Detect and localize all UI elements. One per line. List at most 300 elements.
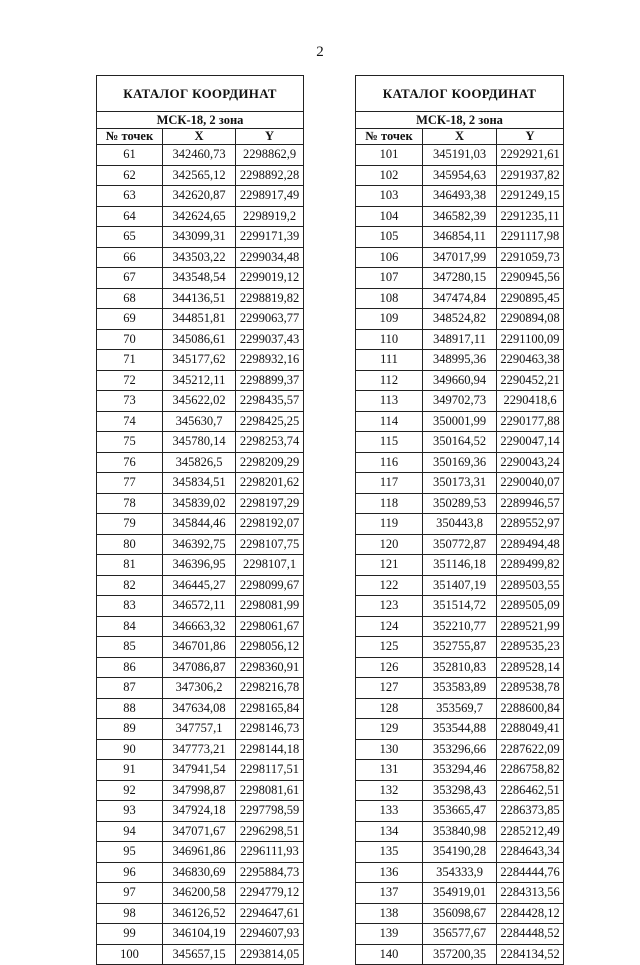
y-coordinate-cell: 2288600,84 bbox=[497, 698, 564, 719]
x-coordinate-cell: 356577,67 bbox=[423, 924, 497, 945]
x-coordinate-cell: 345834,51 bbox=[163, 473, 236, 494]
table-row bbox=[97, 391, 304, 412]
x-coordinate-cell: 346663,32 bbox=[163, 616, 236, 637]
coordinate-system-zone: МСК-18, 2 зона bbox=[356, 112, 564, 129]
table-row bbox=[97, 555, 304, 576]
x-coordinate-cell: 346396,95 bbox=[163, 555, 236, 576]
table-row bbox=[356, 555, 564, 576]
point-number-cell: 122 bbox=[356, 575, 423, 596]
x-coordinate-cell: 342460,73 bbox=[163, 145, 236, 166]
table-row bbox=[356, 780, 564, 801]
table-row bbox=[97, 534, 304, 555]
x-coordinate-cell: 346445,27 bbox=[163, 575, 236, 596]
y-coordinate-cell: 2292921,61 bbox=[497, 145, 564, 166]
table-row bbox=[356, 596, 564, 617]
table-row bbox=[97, 432, 304, 453]
point-number-cell: 138 bbox=[356, 903, 423, 924]
x-coordinate-cell: 351407,19 bbox=[423, 575, 497, 596]
point-number-cell: 133 bbox=[356, 801, 423, 822]
coordinate-catalog-table-right bbox=[355, 75, 564, 965]
x-coordinate-cell: 347280,15 bbox=[423, 268, 497, 289]
x-coordinate-cell: 350169,36 bbox=[423, 452, 497, 473]
x-coordinate-cell: 345622,02 bbox=[163, 391, 236, 412]
table-row bbox=[97, 452, 304, 473]
point-number-cell: 86 bbox=[97, 657, 163, 678]
x-coordinate-cell: 347941,54 bbox=[163, 760, 236, 781]
table-row bbox=[97, 760, 304, 781]
y-coordinate-cell: 2291100,09 bbox=[497, 329, 564, 350]
x-coordinate-cell: 357200,35 bbox=[423, 944, 497, 965]
table-row bbox=[356, 637, 564, 658]
x-coordinate-cell: 343548,54 bbox=[163, 268, 236, 289]
y-coordinate-cell: 2298081,99 bbox=[236, 596, 304, 617]
point-number-cell: 99 bbox=[97, 924, 163, 945]
table-row bbox=[97, 493, 304, 514]
y-coordinate-cell: 2298061,67 bbox=[236, 616, 304, 637]
y-coordinate-cell: 2289494,48 bbox=[497, 534, 564, 555]
point-number-cell: 77 bbox=[97, 473, 163, 494]
table-row bbox=[97, 350, 304, 371]
table-row bbox=[97, 309, 304, 330]
point-number-cell: 84 bbox=[97, 616, 163, 637]
x-coordinate-cell: 351146,18 bbox=[423, 555, 497, 576]
table-row bbox=[356, 247, 564, 268]
coordinate-catalog-table-left bbox=[96, 75, 304, 965]
point-number-cell: 63 bbox=[97, 186, 163, 207]
table-row bbox=[356, 534, 564, 555]
y-coordinate-cell: 2298216,78 bbox=[236, 678, 304, 699]
x-coordinate-cell: 347998,87 bbox=[163, 780, 236, 801]
column-header-y: Y bbox=[236, 129, 304, 145]
y-coordinate-cell: 2298253,74 bbox=[236, 432, 304, 453]
y-coordinate-cell: 2290043,24 bbox=[497, 452, 564, 473]
table-row bbox=[356, 616, 564, 637]
x-coordinate-cell: 346830,69 bbox=[163, 862, 236, 883]
table-row bbox=[97, 186, 304, 207]
point-number-cell: 82 bbox=[97, 575, 163, 596]
x-coordinate-cell: 346572,11 bbox=[163, 596, 236, 617]
y-coordinate-cell: 2291249,15 bbox=[497, 186, 564, 207]
column-header-y: Y bbox=[497, 129, 564, 145]
y-coordinate-cell: 2290945,56 bbox=[497, 268, 564, 289]
point-number-cell: 64 bbox=[97, 206, 163, 227]
x-coordinate-cell: 348524,82 bbox=[423, 309, 497, 330]
y-coordinate-cell: 2288049,41 bbox=[497, 719, 564, 740]
point-number-cell: 118 bbox=[356, 493, 423, 514]
table-row bbox=[97, 145, 304, 166]
y-coordinate-cell: 2291937,82 bbox=[497, 165, 564, 186]
table-row bbox=[97, 247, 304, 268]
table-row bbox=[97, 637, 304, 658]
x-coordinate-cell: 354190,28 bbox=[423, 842, 497, 863]
point-number-cell: 67 bbox=[97, 268, 163, 289]
table-row bbox=[356, 514, 564, 535]
y-coordinate-cell: 2289521,99 bbox=[497, 616, 564, 637]
point-number-cell: 69 bbox=[97, 309, 163, 330]
y-coordinate-cell: 2298107,1 bbox=[236, 555, 304, 576]
table-row bbox=[97, 268, 304, 289]
y-coordinate-cell: 2284448,52 bbox=[497, 924, 564, 945]
table-row bbox=[356, 657, 564, 678]
column-header-x: X bbox=[163, 129, 236, 145]
point-number-cell: 102 bbox=[356, 165, 423, 186]
point-number-cell: 65 bbox=[97, 227, 163, 248]
table-row bbox=[97, 657, 304, 678]
point-number-cell: 78 bbox=[97, 493, 163, 514]
y-coordinate-cell: 2290895,45 bbox=[497, 288, 564, 309]
x-coordinate-cell: 352755,87 bbox=[423, 637, 497, 658]
y-coordinate-cell: 2295884,73 bbox=[236, 862, 304, 883]
y-coordinate-cell: 2291235,11 bbox=[497, 206, 564, 227]
y-coordinate-cell: 2299063,77 bbox=[236, 309, 304, 330]
x-coordinate-cell: 352210,77 bbox=[423, 616, 497, 637]
y-coordinate-cell: 2290418,6 bbox=[497, 391, 564, 412]
y-coordinate-cell: 2297798,59 bbox=[236, 801, 304, 822]
y-coordinate-cell: 2298360,91 bbox=[236, 657, 304, 678]
x-coordinate-cell: 350772,87 bbox=[423, 534, 497, 555]
y-coordinate-cell: 2289505,09 bbox=[497, 596, 564, 617]
point-number-cell: 131 bbox=[356, 760, 423, 781]
point-number-cell: 62 bbox=[97, 165, 163, 186]
point-number-cell: 93 bbox=[97, 801, 163, 822]
table-row bbox=[97, 678, 304, 699]
y-coordinate-cell: 2291059,73 bbox=[497, 247, 564, 268]
table-row bbox=[97, 227, 304, 248]
table-row bbox=[356, 883, 564, 904]
point-number-cell: 121 bbox=[356, 555, 423, 576]
table-row bbox=[356, 698, 564, 719]
point-number-cell: 112 bbox=[356, 370, 423, 391]
y-coordinate-cell: 2299034,48 bbox=[236, 247, 304, 268]
x-coordinate-cell: 346126,52 bbox=[163, 903, 236, 924]
table-row bbox=[97, 944, 304, 965]
table-row bbox=[356, 862, 564, 883]
y-coordinate-cell: 2298819,82 bbox=[236, 288, 304, 309]
point-number-cell: 132 bbox=[356, 780, 423, 801]
y-coordinate-cell: 2294779,12 bbox=[236, 883, 304, 904]
x-coordinate-cell: 350001,99 bbox=[423, 411, 497, 432]
coordinate-system-zone: МСК-18, 2 зона bbox=[97, 112, 304, 129]
y-coordinate-cell: 2296111,93 bbox=[236, 842, 304, 863]
y-coordinate-cell: 2298425,25 bbox=[236, 411, 304, 432]
y-coordinate-cell: 2286373,85 bbox=[497, 801, 564, 822]
y-coordinate-cell: 2290452,21 bbox=[497, 370, 564, 391]
table-row bbox=[356, 944, 564, 965]
y-coordinate-cell: 2298056,12 bbox=[236, 637, 304, 658]
point-number-cell: 104 bbox=[356, 206, 423, 227]
x-coordinate-cell: 346200,58 bbox=[163, 883, 236, 904]
point-number-cell: 134 bbox=[356, 821, 423, 842]
y-coordinate-cell: 2285212,49 bbox=[497, 821, 564, 842]
point-number-cell: 103 bbox=[356, 186, 423, 207]
table-row bbox=[356, 370, 564, 391]
catalog-title: КАТАЛОГ КООРДИНАТ bbox=[97, 76, 304, 112]
point-number-cell: 80 bbox=[97, 534, 163, 555]
table-row bbox=[356, 268, 564, 289]
x-coordinate-cell: 346104,19 bbox=[163, 924, 236, 945]
point-number-cell: 120 bbox=[356, 534, 423, 555]
table-row bbox=[356, 801, 564, 822]
y-coordinate-cell: 2299037,43 bbox=[236, 329, 304, 350]
y-coordinate-cell: 2298917,49 bbox=[236, 186, 304, 207]
x-coordinate-cell: 346493,38 bbox=[423, 186, 497, 207]
point-number-cell: 124 bbox=[356, 616, 423, 637]
y-coordinate-cell: 2284444,76 bbox=[497, 862, 564, 883]
point-number-cell: 137 bbox=[356, 883, 423, 904]
table-row bbox=[97, 411, 304, 432]
table-row bbox=[97, 473, 304, 494]
table-row bbox=[97, 719, 304, 740]
x-coordinate-cell: 345839,02 bbox=[163, 493, 236, 514]
point-number-cell: 105 bbox=[356, 227, 423, 248]
x-coordinate-cell: 345630,7 bbox=[163, 411, 236, 432]
table-row bbox=[356, 473, 564, 494]
x-coordinate-cell: 344851,81 bbox=[163, 309, 236, 330]
point-number-cell: 108 bbox=[356, 288, 423, 309]
point-number-cell: 106 bbox=[356, 247, 423, 268]
x-coordinate-cell: 345212,11 bbox=[163, 370, 236, 391]
point-number-cell: 115 bbox=[356, 432, 423, 453]
x-coordinate-cell: 345191,03 bbox=[423, 145, 497, 166]
point-number-cell: 98 bbox=[97, 903, 163, 924]
y-coordinate-cell: 2296298,51 bbox=[236, 821, 304, 842]
point-number-cell: 75 bbox=[97, 432, 163, 453]
y-coordinate-cell: 2298435,57 bbox=[236, 391, 304, 412]
x-coordinate-cell: 347924,18 bbox=[163, 801, 236, 822]
y-coordinate-cell: 2286462,51 bbox=[497, 780, 564, 801]
point-number-cell: 96 bbox=[97, 862, 163, 883]
x-coordinate-cell: 353840,98 bbox=[423, 821, 497, 842]
y-coordinate-cell: 2298117,51 bbox=[236, 760, 304, 781]
point-number-cell: 79 bbox=[97, 514, 163, 535]
y-coordinate-cell: 2289528,14 bbox=[497, 657, 564, 678]
y-coordinate-cell: 2284134,52 bbox=[497, 944, 564, 965]
x-coordinate-cell: 354919,01 bbox=[423, 883, 497, 904]
point-number-cell: 107 bbox=[356, 268, 423, 289]
table-row bbox=[356, 924, 564, 945]
x-coordinate-cell: 346854,11 bbox=[423, 227, 497, 248]
point-number-cell: 140 bbox=[356, 944, 423, 965]
y-coordinate-cell: 2286758,82 bbox=[497, 760, 564, 781]
point-number-cell: 116 bbox=[356, 452, 423, 473]
point-number-cell: 114 bbox=[356, 411, 423, 432]
y-coordinate-cell: 2298209,29 bbox=[236, 452, 304, 473]
y-coordinate-cell: 2298107,75 bbox=[236, 534, 304, 555]
y-coordinate-cell: 2290463,38 bbox=[497, 350, 564, 371]
table-row bbox=[97, 514, 304, 535]
point-number-cell: 83 bbox=[97, 596, 163, 617]
point-number-cell: 68 bbox=[97, 288, 163, 309]
point-number-cell: 94 bbox=[97, 821, 163, 842]
point-number-cell: 129 bbox=[356, 719, 423, 740]
table-row bbox=[97, 862, 304, 883]
point-number-cell: 72 bbox=[97, 370, 163, 391]
x-coordinate-cell: 356098,67 bbox=[423, 903, 497, 924]
x-coordinate-cell: 349702,73 bbox=[423, 391, 497, 412]
x-coordinate-cell: 345780,14 bbox=[163, 432, 236, 453]
table-row bbox=[97, 329, 304, 350]
table-row bbox=[356, 309, 564, 330]
y-coordinate-cell: 2298192,07 bbox=[236, 514, 304, 535]
table-row bbox=[97, 842, 304, 863]
table-row bbox=[356, 493, 564, 514]
x-coordinate-cell: 347474,84 bbox=[423, 288, 497, 309]
point-number-cell: 66 bbox=[97, 247, 163, 268]
table-row bbox=[356, 821, 564, 842]
y-coordinate-cell: 2287622,09 bbox=[497, 739, 564, 760]
y-coordinate-cell: 2289946,57 bbox=[497, 493, 564, 514]
table-row bbox=[356, 842, 564, 863]
x-coordinate-cell: 343099,31 bbox=[163, 227, 236, 248]
x-coordinate-cell: 345177,62 bbox=[163, 350, 236, 371]
table-row bbox=[356, 432, 564, 453]
table-row bbox=[97, 821, 304, 842]
y-coordinate-cell: 2298899,37 bbox=[236, 370, 304, 391]
table-row bbox=[97, 596, 304, 617]
x-coordinate-cell: 347757,1 bbox=[163, 719, 236, 740]
x-coordinate-cell: 347634,08 bbox=[163, 698, 236, 719]
point-number-cell: 97 bbox=[97, 883, 163, 904]
x-coordinate-cell: 353665,47 bbox=[423, 801, 497, 822]
x-coordinate-cell: 345086,61 bbox=[163, 329, 236, 350]
point-number-cell: 71 bbox=[97, 350, 163, 371]
x-coordinate-cell: 347773,21 bbox=[163, 739, 236, 760]
table-row bbox=[97, 801, 304, 822]
y-coordinate-cell: 2290177,88 bbox=[497, 411, 564, 432]
x-coordinate-cell: 346392,75 bbox=[163, 534, 236, 555]
point-number-cell: 111 bbox=[356, 350, 423, 371]
y-coordinate-cell: 2298862,9 bbox=[236, 145, 304, 166]
y-coordinate-cell: 2298892,28 bbox=[236, 165, 304, 186]
point-number-cell: 85 bbox=[97, 637, 163, 658]
table-row bbox=[97, 288, 304, 309]
table-row bbox=[97, 903, 304, 924]
table-row bbox=[356, 227, 564, 248]
point-number-cell: 110 bbox=[356, 329, 423, 350]
y-coordinate-cell: 2289503,55 bbox=[497, 575, 564, 596]
table-row bbox=[356, 411, 564, 432]
x-coordinate-cell: 346961,86 bbox=[163, 842, 236, 863]
point-number-cell: 127 bbox=[356, 678, 423, 699]
point-number-cell: 113 bbox=[356, 391, 423, 412]
point-number-cell: 73 bbox=[97, 391, 163, 412]
table-row bbox=[356, 391, 564, 412]
point-number-cell: 136 bbox=[356, 862, 423, 883]
x-coordinate-cell: 348917,11 bbox=[423, 329, 497, 350]
point-number-cell: 139 bbox=[356, 924, 423, 945]
x-coordinate-cell: 345657,15 bbox=[163, 944, 236, 965]
y-coordinate-cell: 2289499,82 bbox=[497, 555, 564, 576]
point-number-cell: 125 bbox=[356, 637, 423, 658]
point-number-cell: 61 bbox=[97, 145, 163, 166]
y-coordinate-cell: 2299019,12 bbox=[236, 268, 304, 289]
x-coordinate-cell: 347071,67 bbox=[163, 821, 236, 842]
y-coordinate-cell: 2298165,84 bbox=[236, 698, 304, 719]
y-coordinate-cell: 2298099,67 bbox=[236, 575, 304, 596]
y-coordinate-cell: 2290040,07 bbox=[497, 473, 564, 494]
x-coordinate-cell: 347086,87 bbox=[163, 657, 236, 678]
table-row bbox=[97, 165, 304, 186]
table-row bbox=[356, 186, 564, 207]
x-coordinate-cell: 353569,7 bbox=[423, 698, 497, 719]
point-number-cell: 92 bbox=[97, 780, 163, 801]
y-coordinate-cell: 2291117,98 bbox=[497, 227, 564, 248]
table-row bbox=[356, 739, 564, 760]
y-coordinate-cell: 2289535,23 bbox=[497, 637, 564, 658]
x-coordinate-cell: 347017,99 bbox=[423, 247, 497, 268]
table-row bbox=[356, 288, 564, 309]
table-row bbox=[356, 760, 564, 781]
x-coordinate-cell: 342565,12 bbox=[163, 165, 236, 186]
column-header-point-number: № точек bbox=[97, 129, 163, 145]
y-coordinate-cell: 2298197,29 bbox=[236, 493, 304, 514]
x-coordinate-cell: 345844,46 bbox=[163, 514, 236, 535]
y-coordinate-cell: 2298932,16 bbox=[236, 350, 304, 371]
y-coordinate-cell: 2293814,05 bbox=[236, 944, 304, 965]
y-coordinate-cell: 2290047,14 bbox=[497, 432, 564, 453]
table-row bbox=[356, 903, 564, 924]
table-row bbox=[97, 739, 304, 760]
x-coordinate-cell: 347306,2 bbox=[163, 678, 236, 699]
y-coordinate-cell: 2298146,73 bbox=[236, 719, 304, 740]
table-row bbox=[356, 145, 564, 166]
x-coordinate-cell: 345954,63 bbox=[423, 165, 497, 186]
x-coordinate-cell: 350173,31 bbox=[423, 473, 497, 494]
table-row bbox=[356, 719, 564, 740]
point-number-cell: 119 bbox=[356, 514, 423, 535]
y-coordinate-cell: 2284643,34 bbox=[497, 842, 564, 863]
table-row bbox=[356, 206, 564, 227]
point-number-cell: 74 bbox=[97, 411, 163, 432]
table-row bbox=[97, 698, 304, 719]
point-number-cell: 95 bbox=[97, 842, 163, 863]
x-coordinate-cell: 350289,53 bbox=[423, 493, 497, 514]
x-coordinate-cell: 350443,8 bbox=[423, 514, 497, 535]
table-row bbox=[97, 370, 304, 391]
point-number-cell: 100 bbox=[97, 944, 163, 965]
point-number-cell: 109 bbox=[356, 309, 423, 330]
x-coordinate-cell: 353298,43 bbox=[423, 780, 497, 801]
x-coordinate-cell: 346582,39 bbox=[423, 206, 497, 227]
page-number: 2 bbox=[316, 44, 324, 60]
point-number-cell: 101 bbox=[356, 145, 423, 166]
catalog-title: КАТАЛОГ КООРДИНАТ bbox=[356, 76, 564, 112]
x-coordinate-cell: 348995,36 bbox=[423, 350, 497, 371]
table-row bbox=[97, 780, 304, 801]
column-header-point-number: № точек bbox=[356, 129, 423, 145]
table-row bbox=[97, 924, 304, 945]
point-number-cell: 87 bbox=[97, 678, 163, 699]
x-coordinate-cell: 342620,87 bbox=[163, 186, 236, 207]
y-coordinate-cell: 2294647,61 bbox=[236, 903, 304, 924]
table-row bbox=[97, 883, 304, 904]
x-coordinate-cell: 351514,72 bbox=[423, 596, 497, 617]
point-number-cell: 130 bbox=[356, 739, 423, 760]
x-coordinate-cell: 349660,94 bbox=[423, 370, 497, 391]
y-coordinate-cell: 2284313,56 bbox=[497, 883, 564, 904]
table-row bbox=[356, 329, 564, 350]
x-coordinate-cell: 344136,51 bbox=[163, 288, 236, 309]
point-number-cell: 88 bbox=[97, 698, 163, 719]
point-number-cell: 70 bbox=[97, 329, 163, 350]
table-row bbox=[97, 575, 304, 596]
point-number-cell: 91 bbox=[97, 760, 163, 781]
x-coordinate-cell: 345826,5 bbox=[163, 452, 236, 473]
table-row bbox=[356, 165, 564, 186]
point-number-cell: 90 bbox=[97, 739, 163, 760]
y-coordinate-cell: 2290894,08 bbox=[497, 309, 564, 330]
x-coordinate-cell: 353544,88 bbox=[423, 719, 497, 740]
